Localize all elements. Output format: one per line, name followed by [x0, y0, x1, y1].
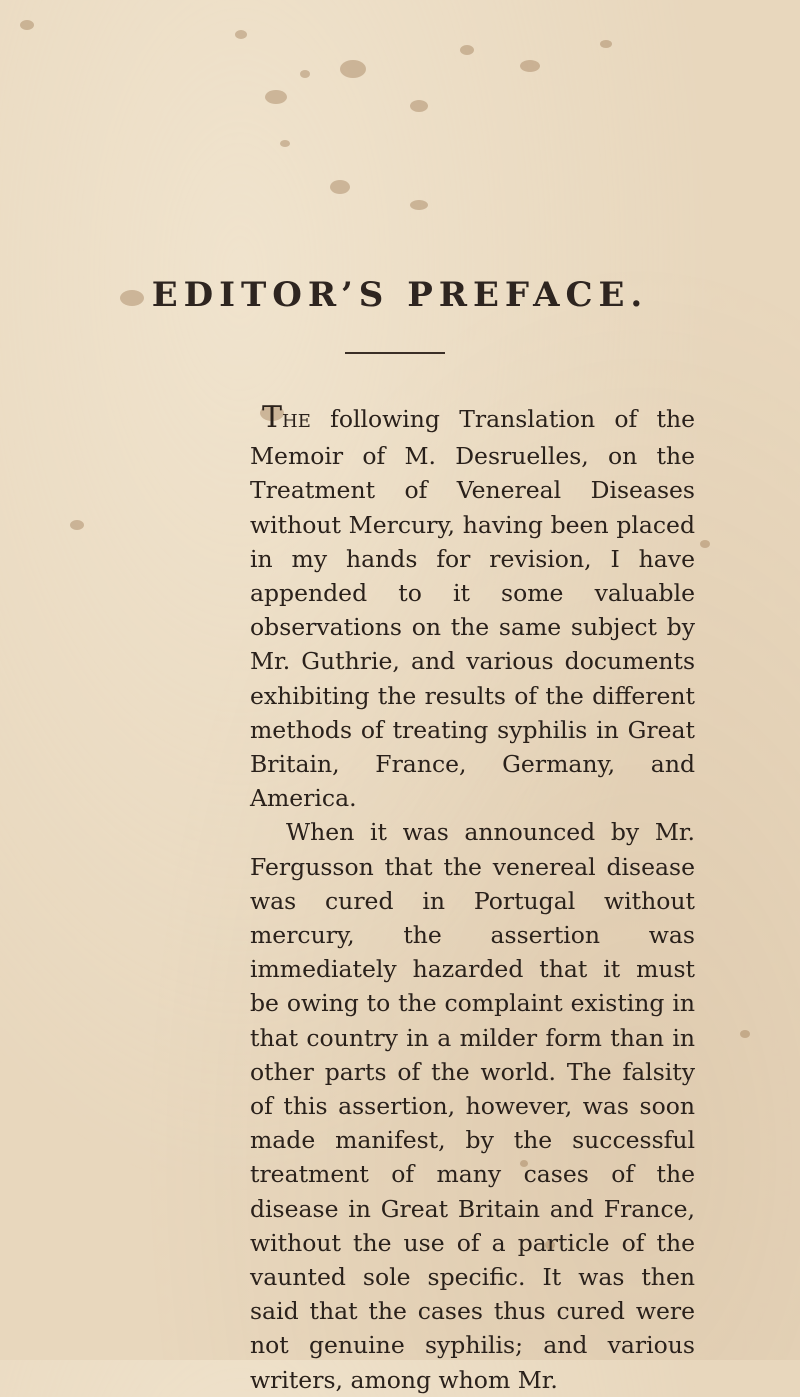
title-divider	[345, 352, 445, 354]
paragraph-1-body: following Translation of the Memoir of M. Desruelles, on the Treatment of Venereal Diseases without Mercury, having been placed in my hands for revision, I have appended to it some valuable observations on the same subject by Mr. Guthrie, and various documents exhibiting the results of the different methods of treating syphilis in Great Britain, France, Germany, and America.	[250, 405, 695, 813]
paragraph-1	[250, 402, 695, 815]
body-text	[250, 402, 695, 1397]
paragraph-1-initial: T	[262, 400, 283, 435]
paragraph-2: When it was announced by Mr. Fergusson that the venereal disease was cured in Portugal without mercury, the assertion was immediately hazarded that it must be owing to the complaint existing in that country in a milder form than in other parts of the world. The falsity of this assertion, however, was soon made manifest, by the successful treatment of many cases of the disease in Great Britain and France, without the use of a particle of the vaunted sole specific. It was then said that the cases thus cured were not genuine syphilis; and various writers, among whom Mr.	[250, 818, 695, 1394]
page-title: EDITOR’S PREFACE.	[151, 275, 649, 315]
paragraph-1-first-word: HE	[282, 411, 311, 432]
